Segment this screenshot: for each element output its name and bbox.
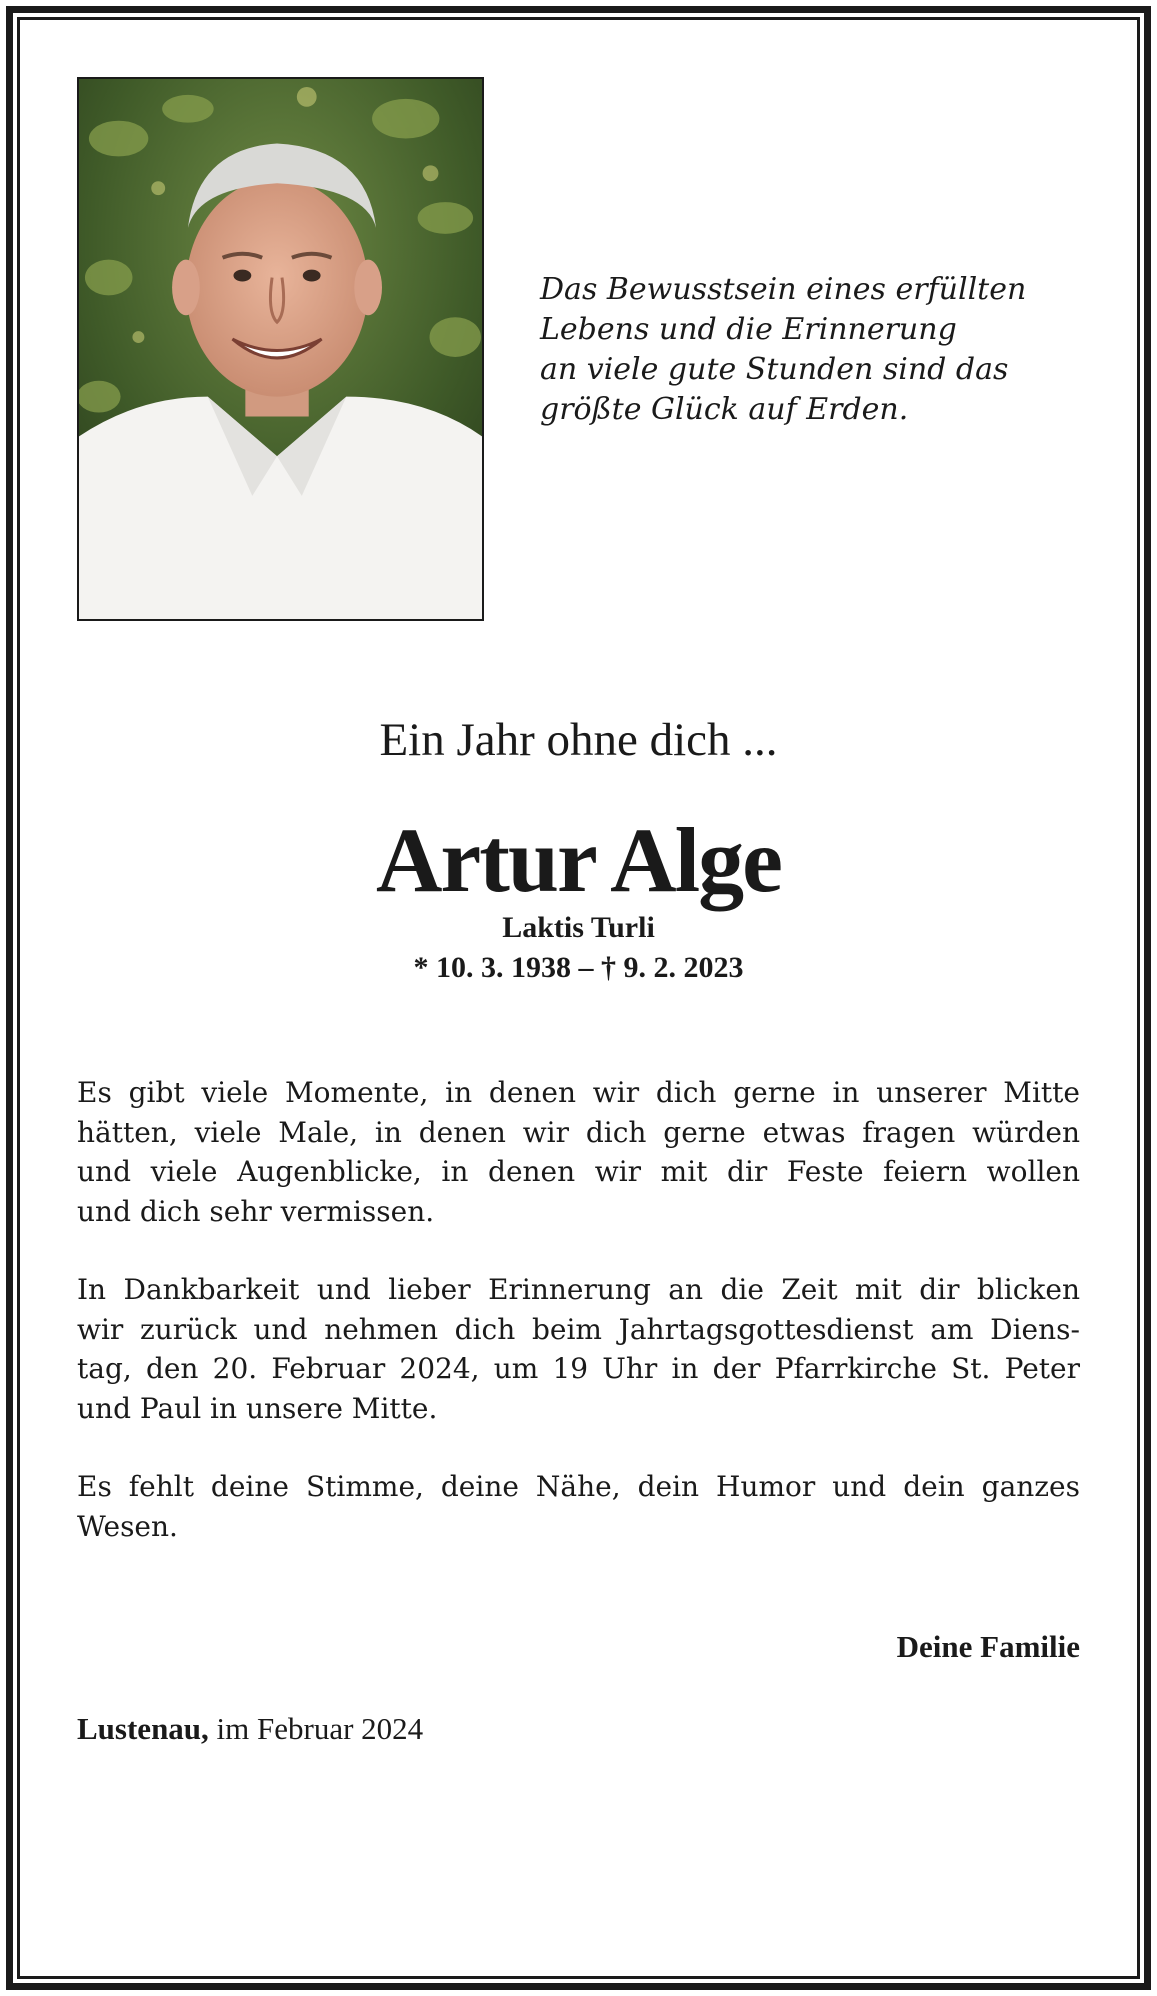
paragraph-line: Es gibt viele Momente, in denen wir dich gerne in unserer Mitte xyxy=(77,1076,1080,1109)
paragraph-line: tag, den 20. Februar 2024, um 19 Uhr in der Pfarrkirche St. Peter xyxy=(77,1352,1080,1385)
paragraph-line: und dich sehr vermissen. xyxy=(77,1194,435,1228)
portrait-photo xyxy=(77,77,484,621)
paragraph-line: Es fehlt deine Stimme, deine Nähe, dein Humor und dein ganzes xyxy=(77,1470,1080,1503)
quote-line: Lebens und die Erinnerung xyxy=(540,312,957,347)
quote-line: an viele gute Stunden sind das xyxy=(540,352,1009,387)
paragraph-3 xyxy=(77,1467,1080,1546)
paragraph-2 xyxy=(77,1270,1080,1428)
paragraph-line: hätten, viele Male, in denen wir dich gerne etwas fragen würden xyxy=(77,1115,1080,1149)
quote-line: Das Bewusstsein eines erfüllten xyxy=(540,272,1027,307)
quote-line: größte Glück auf Erden. xyxy=(540,392,909,427)
place-date xyxy=(77,1710,423,1748)
heading: Ein Jahr ohne dich ... xyxy=(379,714,778,766)
paragraph-1 xyxy=(77,1073,1080,1231)
paragraph-line: In Dankbarkeit und lieber Erinnerung an die Zeit mit dir blicken xyxy=(77,1273,1080,1306)
place: Lustenau, xyxy=(77,1711,209,1746)
deceased-name: Artur Alge xyxy=(375,809,781,911)
paragraph-line: Wesen. xyxy=(77,1509,178,1543)
quote xyxy=(540,270,1060,430)
deceased-nickname: Laktis Turli xyxy=(502,911,655,944)
paragraph-line: und viele Augenblicke, in denen wir mit dir Feste feiern wollen xyxy=(77,1155,1080,1188)
date: im Februar 2024 xyxy=(216,1711,424,1746)
paragraph-line: wir zurück und nehmen dich beim Jahrtagsgottesdienst am Diens- xyxy=(77,1312,1080,1346)
paragraph-line: und Paul in unsere Mitte. xyxy=(77,1391,438,1425)
life-dates: * 10. 3. 1938 – † 9. 2. 2023 xyxy=(413,951,744,984)
signature: Deine Familie xyxy=(896,1629,1080,1664)
